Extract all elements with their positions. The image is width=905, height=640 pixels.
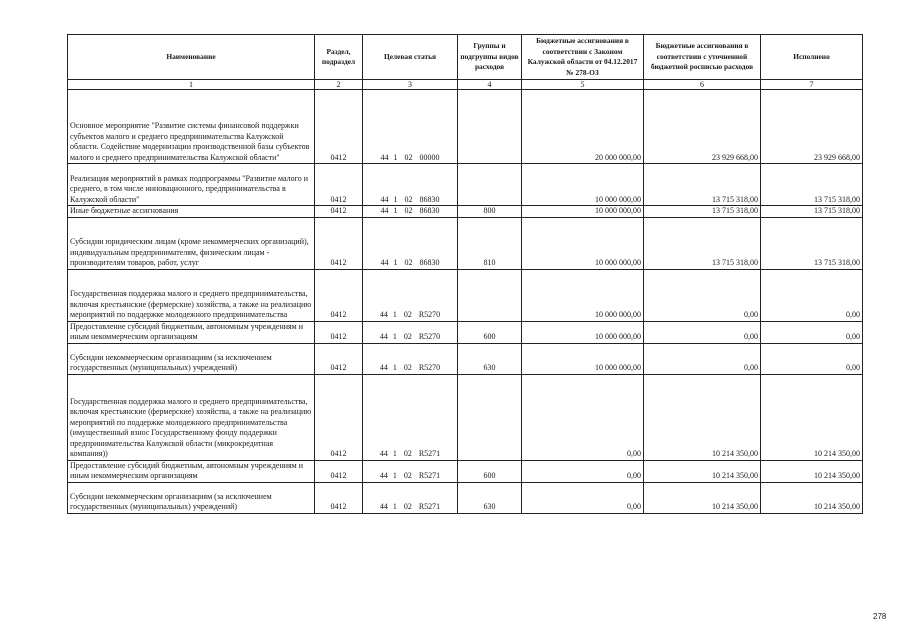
article-part: 86830 bbox=[419, 206, 440, 215]
article-part: 02 bbox=[404, 258, 413, 267]
row-roster: 0,00 bbox=[644, 343, 761, 374]
row-executed: 0,00 bbox=[761, 321, 863, 343]
row-roster: 0,00 bbox=[644, 321, 761, 343]
header-row bbox=[68, 35, 863, 80]
row-executed: 10 214 350,00 bbox=[761, 460, 863, 482]
row-section: 0412 bbox=[315, 269, 363, 321]
article-part: 1 bbox=[392, 310, 397, 319]
row-section: 0412 bbox=[315, 460, 363, 482]
table-row bbox=[68, 343, 863, 374]
row-section: 0412 bbox=[315, 482, 363, 513]
table-row bbox=[68, 460, 863, 482]
row-name: Субсидии юридическим лицам (кроме некоммерческих организаций), индивидуальным предпринимателям, физическим лицам - производителям товаров, работ, услуг bbox=[68, 217, 315, 269]
row-executed: 23 929 668,00 bbox=[761, 90, 863, 164]
row-section: 0412 bbox=[315, 374, 363, 460]
row-article bbox=[363, 460, 458, 482]
header-article: Целевая статья bbox=[363, 35, 458, 80]
article-part: 44 bbox=[380, 258, 389, 267]
article-part: 02 bbox=[403, 471, 412, 480]
row-article bbox=[363, 343, 458, 374]
article-part: 00000 bbox=[419, 152, 440, 162]
table-body bbox=[68, 90, 863, 514]
row-roster: 10 214 350,00 bbox=[644, 374, 761, 460]
row-group: 600 bbox=[458, 321, 522, 343]
row-group: 810 bbox=[458, 217, 522, 269]
row-name: Реализация мероприятий в рамках подпрограммы "Развитие малого и среднего, в том числе инновационного, предпринимательства в Калужской области" bbox=[68, 164, 315, 206]
column-number: 4 bbox=[458, 80, 522, 90]
table-row bbox=[68, 321, 863, 343]
row-law: 0,00 bbox=[522, 460, 644, 482]
row-group: 600 bbox=[458, 460, 522, 482]
article-part: R5270 bbox=[418, 332, 441, 341]
page-number: 278 bbox=[873, 612, 887, 621]
header-law: Бюджетные ассигнования в соответствии с Законом Калужской области от 04.12.2017 № 278-ОЗ bbox=[522, 35, 644, 80]
row-article bbox=[363, 482, 458, 513]
table-row bbox=[68, 90, 863, 164]
article-part: 02 bbox=[403, 363, 412, 372]
budget-table bbox=[67, 34, 863, 514]
header-executed: Исполнено bbox=[761, 35, 863, 80]
table-row bbox=[68, 374, 863, 460]
row-group: 630 bbox=[458, 343, 522, 374]
article-part: 1 bbox=[393, 152, 398, 162]
article-part: 1 bbox=[393, 258, 398, 267]
article-part: 1 bbox=[392, 449, 397, 458]
row-section: 0412 bbox=[315, 206, 363, 218]
article-part: 1 bbox=[392, 332, 397, 341]
row-section: 0412 bbox=[315, 217, 363, 269]
row-law: 10 000 000,00 bbox=[522, 164, 644, 206]
row-roster: 13 715 318,00 bbox=[644, 164, 761, 206]
article-part: R5271 bbox=[418, 502, 441, 511]
article-part: R5270 bbox=[418, 310, 441, 319]
row-executed: 13 715 318,00 bbox=[761, 206, 863, 218]
row-group bbox=[458, 164, 522, 206]
row-name: Основное мероприятие "Развитие системы финансовой поддержки субъектов малого и среднего предпринимательства Калужской области. Содействие модернизации производственной базы субъектов малого и среднего предпринимательства Калужской области" bbox=[68, 90, 315, 164]
article-part: 1 bbox=[392, 471, 397, 480]
row-name: Государственная поддержка малого и среднего предпринимательства, включая крестьянские (фермерские) хозяйства, а также на реализацию мероприятий по поддержке молодежного предпринимательства bbox=[68, 269, 315, 321]
article-part: 44 bbox=[380, 194, 389, 204]
row-executed: 13 715 318,00 bbox=[761, 164, 863, 206]
row-article bbox=[363, 217, 458, 269]
row-name: Иные бюджетные ассигнования bbox=[68, 206, 315, 218]
row-law: 20 000 000,00 bbox=[522, 90, 644, 164]
row-article bbox=[363, 90, 458, 164]
row-roster: 13 715 318,00 bbox=[644, 206, 761, 218]
row-law: 10 000 000,00 bbox=[522, 206, 644, 218]
header-section: Раздел, подраздел bbox=[315, 35, 363, 80]
article-part: 44 bbox=[379, 471, 388, 480]
row-group bbox=[458, 374, 522, 460]
row-executed: 10 214 350,00 bbox=[761, 482, 863, 513]
article-part: 02 bbox=[404, 206, 413, 215]
article-part: 44 bbox=[379, 502, 388, 511]
row-section: 0412 bbox=[315, 343, 363, 374]
table-row bbox=[68, 482, 863, 513]
article-part: 86830 bbox=[419, 258, 440, 267]
row-roster: 10 214 350,00 bbox=[644, 482, 761, 513]
row-roster: 13 715 318,00 bbox=[644, 217, 761, 269]
column-number: 5 bbox=[522, 80, 644, 90]
row-law: 10 000 000,00 bbox=[522, 217, 644, 269]
header-roster: Бюджетные ассигнования в соответствии с уточненной бюджетной росписью расходов bbox=[644, 35, 761, 80]
article-part: R5270 bbox=[418, 363, 441, 372]
table-row bbox=[68, 217, 863, 269]
row-roster: 10 214 350,00 bbox=[644, 460, 761, 482]
column-number: 2 bbox=[315, 80, 363, 90]
row-law: 0,00 bbox=[522, 482, 644, 513]
row-section: 0412 bbox=[315, 164, 363, 206]
article-part: 1 bbox=[392, 502, 397, 511]
row-roster: 0,00 bbox=[644, 269, 761, 321]
row-name: Государственная поддержка малого и среднего предпринимательства, включая крестьянские (фермерские) хозяйства, а также на реализацию мероприятий по поддержке молодежного предпринимательства (имущественный взнос Государственному фонду поддержки предпринимательства Калужской области (микрокредитная компания)) bbox=[68, 374, 315, 460]
column-number: 7 bbox=[761, 80, 863, 90]
row-law: 10 000 000,00 bbox=[522, 321, 644, 343]
row-name: Субсидии некоммерческим организациям (за исключением государственных (муниципальных) учреждений) bbox=[68, 343, 315, 374]
article-part: 44 bbox=[379, 449, 388, 458]
row-name: Субсидии некоммерческим организациям (за исключением государственных (муниципальных) учреждений) bbox=[68, 482, 315, 513]
row-executed: 13 715 318,00 bbox=[761, 217, 863, 269]
row-group: 800 bbox=[458, 206, 522, 218]
row-law: 10 000 000,00 bbox=[522, 343, 644, 374]
article-part: 1 bbox=[393, 206, 398, 215]
article-part: 1 bbox=[392, 363, 397, 372]
article-part: R5271 bbox=[418, 471, 441, 480]
article-part: 44 bbox=[379, 332, 388, 341]
row-name: Предоставление субсидий бюджетным, автономным учреждениям и иным некоммерческим организациям bbox=[68, 460, 315, 482]
row-section: 0412 bbox=[315, 321, 363, 343]
row-article bbox=[363, 164, 458, 206]
row-executed: 10 214 350,00 bbox=[761, 374, 863, 460]
row-article bbox=[363, 206, 458, 218]
article-part: 02 bbox=[403, 310, 412, 319]
row-article bbox=[363, 374, 458, 460]
row-roster: 23 929 668,00 bbox=[644, 90, 761, 164]
table-row bbox=[68, 206, 863, 218]
article-part: 44 bbox=[380, 152, 389, 162]
row-article bbox=[363, 269, 458, 321]
header-group: Группы и подгруппы видов расходов bbox=[458, 35, 522, 80]
column-number: 3 bbox=[363, 80, 458, 90]
column-number: 6 bbox=[644, 80, 761, 90]
row-executed: 0,00 bbox=[761, 269, 863, 321]
article-part: 02 bbox=[403, 449, 412, 458]
row-executed: 0,00 bbox=[761, 343, 863, 374]
column-number-row bbox=[68, 80, 863, 90]
column-number: 1 bbox=[68, 80, 315, 90]
table-row bbox=[68, 269, 863, 321]
row-article bbox=[363, 321, 458, 343]
row-section: 0412 bbox=[315, 90, 363, 164]
row-group: 630 bbox=[458, 482, 522, 513]
row-law: 0,00 bbox=[522, 374, 644, 460]
article-part: 02 bbox=[404, 152, 413, 162]
article-part: 02 bbox=[404, 194, 413, 204]
row-group bbox=[458, 269, 522, 321]
article-part: 02 bbox=[403, 332, 412, 341]
article-part: 44 bbox=[379, 363, 388, 372]
article-part: 44 bbox=[380, 206, 389, 215]
article-part: 44 bbox=[379, 310, 388, 319]
article-part: 02 bbox=[403, 502, 412, 511]
article-part: 86830 bbox=[419, 194, 440, 204]
row-group bbox=[458, 90, 522, 164]
article-part: 1 bbox=[393, 194, 398, 204]
article-part: R5271 bbox=[418, 449, 441, 458]
table-row bbox=[68, 164, 863, 206]
row-law: 10 000 000,00 bbox=[522, 269, 644, 321]
row-name: Предоставление субсидий бюджетным, автономным учреждениям и иным некоммерческим организациям bbox=[68, 321, 315, 343]
header-name: Наименование bbox=[68, 35, 315, 80]
